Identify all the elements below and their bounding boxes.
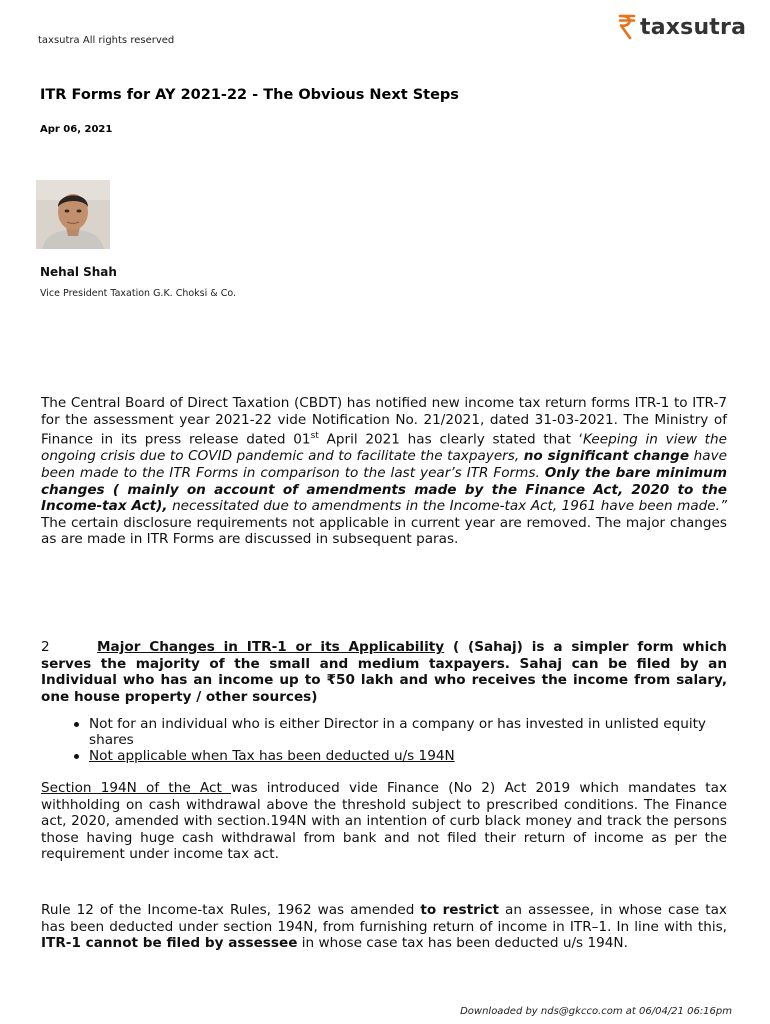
section-2-title: Major Changes in ITR-1 or its Applicability — [97, 639, 445, 655]
author-role: Vice President Taxation G.K. Choksi & Co. — [40, 288, 237, 299]
intro-paragraph: The Central Board of Direct Taxation (CBDT) has notified new income tax return forms ITR-1 to ITR-7 for the assessment year 2021-22 vide Notification No. 21/2021, dated 31-03-2021. The Ministry of Finance in its press release dated 01st April 2021 has clearly stated that ‘Keeping in view the ongoing crisis due to COVID pandemic and to facilitate the taxpayers, no significant change have been made to the ITR Forms in comparison to the last year’s ITR Forms. Only the bare minimum changes ( mainly on account of amendments made by the Finance Act, 2020 to the Income-tax Act), necessitated due to amendments in the Income-tax Act, 1961 have been made.” The certain disclosure requirements not applicable in current year are removed. The major changes as are made in ITR Forms are discussed in subsequent paras. — [41, 395, 728, 548]
section-194n-link[interactable]: Section 194N of the Act — [41, 780, 231, 796]
list-item: Not for an individual who is either Director in a company or has invested in unlisted equity shares — [74, 716, 726, 748]
copyright-notice: taxsutra All rights reserved — [38, 35, 175, 46]
author-name: Nehal Shah — [40, 265, 117, 279]
bullet-list — [74, 716, 726, 764]
taxsutra-logo[interactable] — [618, 14, 746, 40]
section-194n-paragraph: Section 194N of the Act was introduced vide Finance (No 2) Act 2019 which mandates tax withholding on cash withdrawal above the threshold subject to prescribed conditions. The Finance act, 2020, amended with section.194N with an intention of curb black money and track the persons those having huge cash withdrawal from bank and not filed their return of income as per the requirement under income tax act. — [41, 780, 727, 863]
logo-wordmark: taxsutra — [640, 14, 747, 40]
bullet-icon — [74, 722, 79, 727]
author-photo — [36, 180, 110, 249]
download-footer: Downloaded by nds@gkcco.com at 06/04/21 06:16pm — [460, 1006, 732, 1017]
rule-12-paragraph: Rule 12 of the Income-tax Rules, 1962 was amended to restrict an assessee, in whose case tax has been deducted under section 194N, from furnishing return of income in ITR–1. In line with this, ITR-1 cannot be filed by assessee in whose case tax has been deducted u/s 194N. — [41, 902, 727, 952]
rupee-logo-icon — [618, 14, 636, 40]
article-date: Apr 06, 2021 — [40, 124, 113, 135]
list-item: Not applicable when Tax has been deducted u/s 194N — [74, 748, 726, 764]
bullet-icon — [74, 754, 79, 759]
section-2-heading: 2 Major Changes in ITR-1 or its Applicability ( (Sahaj) is a simpler form which serves the majority of the small and medium taxpayers. Sahaj can be filed by an Individual who has an income up to ₹50 lakh and who receives the income from salary, one house property / other sources) — [41, 639, 727, 705]
article-title: ITR Forms for AY 2021-22 - The Obvious Next Steps — [40, 87, 459, 103]
